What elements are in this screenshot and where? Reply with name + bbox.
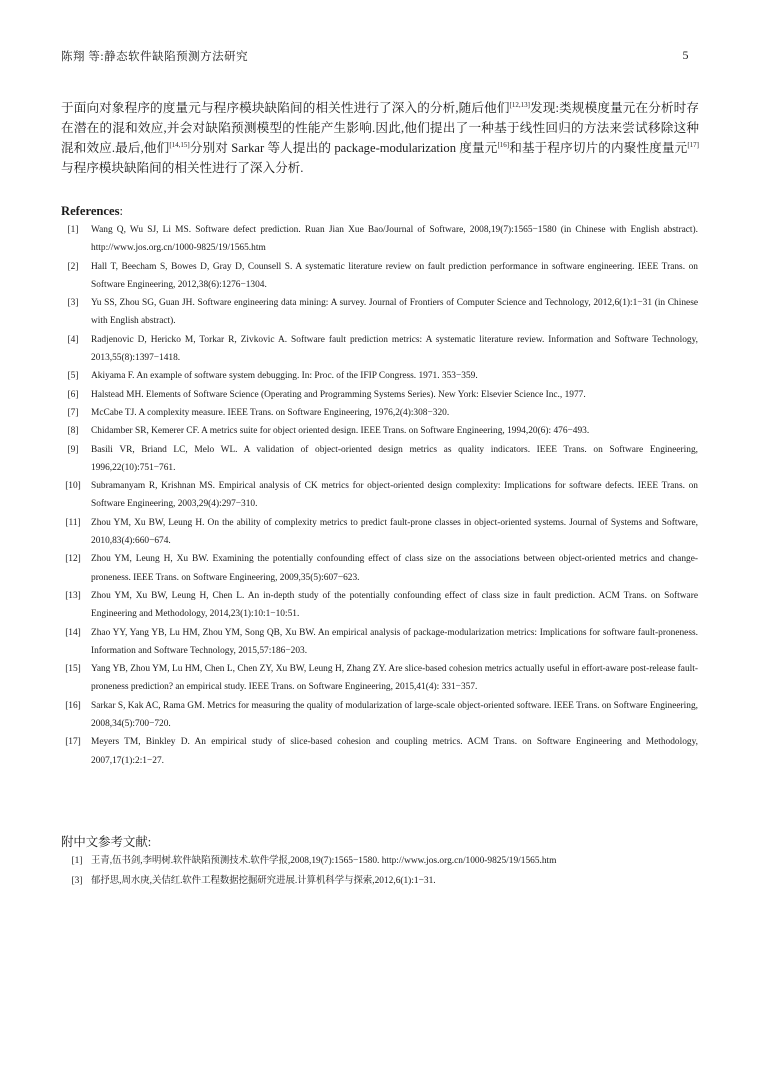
reference-number: [6] [67,389,79,400]
reference-text: 王青,伍书剑,李明树.软件缺陷预测技术.软件学报,2008,19(7):1565−1580. http://www.jos.org.cn/1000-9825/19/1565.htm [91,856,557,866]
reference-text: Zhou YM, Xu BW, Leung H. On the ability of complexity metrics to predict fault-prone classes in object-oriented systems. Journal of Systems and Software, 2010,83(4):660−674. [91,517,698,547]
reference-text: Zhou YM, Xu BW, Leung H, Chen L. An in-depth study of the potentially confounding effect of class size in fault prediction. ACM Trans. on Software Engineering and Methodology, 2014,23(1):10:1−10:51. [91,590,698,620]
references-heading-colon: : [119,204,124,218]
reference-text: Sarkar S, Kak AC, Rama GM. Metrics for measuring the quality of modularization of large-scale object-oriented software. IEEE Trans. on Software Engineering, 2008,34(5):700−720. [91,700,698,730]
reference-entry [61,851,698,871]
chinese-references-list [61,851,698,891]
body-paragraph [61,98,699,178]
reference-entry [61,697,698,734]
reference-entry [61,733,698,770]
reference-text: McCabe TJ. A complexity measure. IEEE Trans. on Software Engineering, 1976,2(4):308−320. [91,407,450,418]
reference-text: Subramanyam R, Krishnan MS. Empirical analysis of CK metrics for object-oriented design complexity: Implications for software defects. IEEE Trans. on Software Engineering, 2003,29(4):297−310. [91,481,698,510]
running-title: 陈翔 等:静态软件缺陷预测方法研究 [61,51,249,63]
reference-number: [3] [71,876,83,886]
reference-text: Zhao YY, Yang YB, Lu HM, Zhou YM, Song QB, Xu BW. An empirical analysis of package-modularization metrics: Implications for software fault-proneness. Information and Software Technology, 2015,57:186−203. [91,627,698,656]
reference-entry [61,587,698,624]
citation-link[interactable]: [12,13] [509,101,530,109]
reference-entry [61,386,698,404]
citation-link[interactable]: [16] [497,141,510,149]
reference-entry [61,367,698,385]
reference-entry [61,441,698,478]
references-list [61,221,698,770]
reference-text: Yang YB, Zhou YM, Lu HM, Chen L, Chen ZY, Xu BW, Leung H, Zhang ZY. Are slice-based cohesion metrics actually useful in effort-aware post-release fault-proneness prediction? an empirical study. IEEE Trans. on Software Engineering, 2015,41(4): 331−357. [91,664,698,693]
citation-link[interactable]: [14,15] [169,141,190,149]
reference-text: Halstead MH. Elements of Software Science (Operating and Programming Systems Series). New York: Elsevier Science Inc., 1977. [91,389,586,400]
references-heading [61,204,123,219]
reference-number: [7] [67,407,79,418]
body-text-segment: 和基于程序切片的内聚性度量元 [509,141,688,155]
reference-entry [61,624,698,661]
body-text-segment: 于面向对象程序的度量元与程序模块缺陷间的相关性进行了深入的分析,随后他们 [61,101,510,115]
reference-entry [61,477,698,514]
body-text-segment: 与程序模块缺陷间的相关性进行了深入分析. [61,161,304,175]
reference-entry [61,422,698,440]
reference-number: [2] [67,261,79,272]
reference-number: [8] [67,426,79,437]
reference-text: Basili VR, Briand LC, Melo WL. A validation of object-oriented design metrics as quality indicators. IEEE Trans. on Software Engineering, 1996,22(10):751−761. [91,444,698,473]
reference-number: [17] [65,737,81,748]
running-header [61,48,689,68]
body-text-segment: 发现:类规模度量元在分析时存在潜在的混和效应,并会对缺陷预测模型的性能产生影响.因此,他们提出了一种基于线性回归的方法来尝试移除这种混和效应.最后,他们 [61,101,700,155]
reference-entry [61,660,698,697]
reference-text: 郁抒思,周水庚,关佶红.软件工程数据挖掘研究进展.计算机科学与探索,2012,6(1):1−31. [91,876,436,886]
reference-text: Yu SS, Zhou SG, Guan JH. Software engineering data mining: A survey. Journal of Frontiers of Computer Science and Technology, 2012,6(1):1−31 (in Chinese with English abstract). [91,298,698,327]
reference-number: [12] [65,554,81,565]
reference-entry [61,221,698,258]
reference-text: Zhou YM, Leung H, Xu BW. Examining the potentially confounding effect of class size on the associations between object-oriented metrics and change-proneness. IEEE Trans. on Software Engineering, 2009,35(5):607−623. [91,554,698,583]
reference-text: Hall T, Beecham S, Bowes D, Gray D, Counsell S. A systematic literature review on fault prediction performance in software engineering. IEEE Trans. on Software Engineering, 2012,38(6):1276−1304. [91,261,698,290]
reference-entry [61,404,698,422]
reference-number: [10] [65,481,81,492]
reference-number: [9] [67,444,79,455]
reference-number: [16] [65,700,81,711]
reference-entry [61,514,698,551]
reference-number: [13] [65,590,81,601]
references-heading-text: References [61,204,120,218]
page-number: 5 [682,48,689,62]
chinese-references-heading: 附中文参考文献: [61,835,152,849]
reference-text: Radjenovic D, Hericko M, Torkar R, Zivkovic A. Software fault prediction metrics: A systematic literature review. Information and Software Technology, 2013,55(8):1397−1418. [91,334,698,364]
reference-number: [15] [65,664,81,675]
reference-entry [61,258,698,295]
reference-entry [61,550,698,587]
reference-text: Meyers TM, Binkley D. An empirical study of slice-based cohesion and coupling metrics. ACM Trans. on Software Engineering and Methodology, 2007,17(1):2:1−27. [91,737,698,766]
reference-number: [1] [67,225,79,235]
reference-entry [61,294,698,331]
reference-entry [61,331,698,368]
reference-number: [11] [65,517,81,528]
reference-text: Akiyama F. An example of software system debugging. In: Proc. of the IFIP Congress. 1971. 353−359. [91,371,478,382]
reference-number: [3] [67,298,79,309]
reference-text: Chidamber SR, Kemerer CF. A metrics suite for object oriented design. IEEE Trans. on Software Engineering, 1994,20(6): 476−493. [91,426,590,437]
reference-number: [5] [67,371,79,382]
reference-number: [4] [67,334,79,345]
reference-text: Wang Q, Wu SJ, Li MS. Software defect prediction. Ruan Jian Xue Bao/Journal of Software, 2008,19(7):1565−1580 (in Chinese with English abstract). http://www.jos.org.cn/1000-9825/19/1565.htm [91,225,698,254]
reference-entry [61,871,698,891]
body-text-segment: 分别对 Sarkar 等人提出的 package-modularization 度量元 [189,141,498,155]
reference-number: [1] [71,856,83,866]
citation-link[interactable]: [17] [687,141,699,149]
reference-number: [14] [65,627,81,638]
